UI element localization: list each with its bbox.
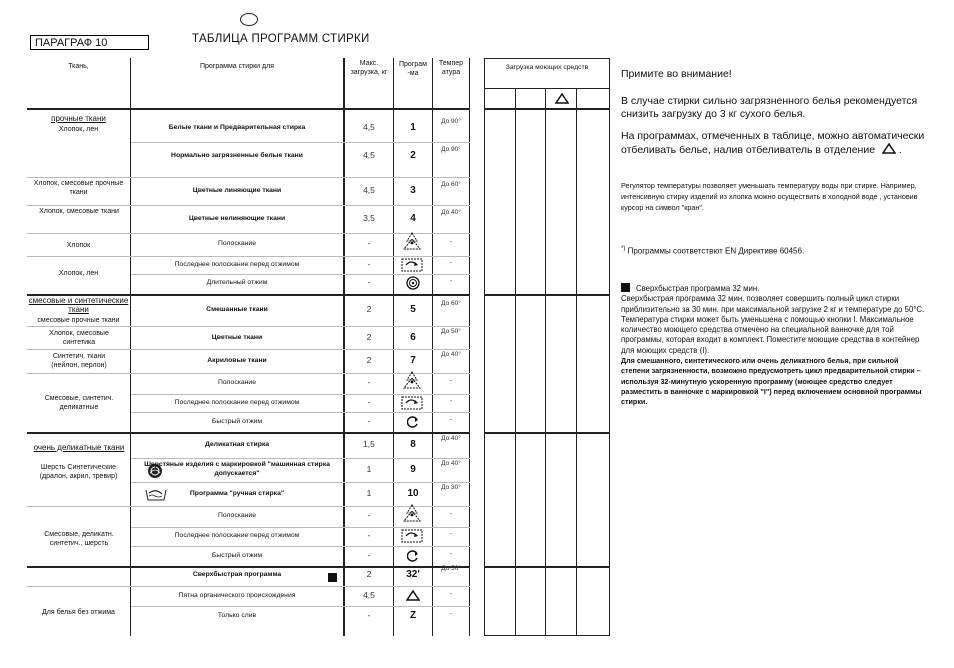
temperature: До 30°	[441, 484, 461, 491]
program-name: Цветные нелиняющие ткани	[188, 215, 286, 222]
max-load: 2	[366, 332, 372, 342]
max-load: 1	[366, 464, 372, 474]
section-synthetic: смесовые и синтетические ткани	[28, 296, 129, 314]
program-number: 9	[410, 464, 416, 475]
program-number: 6	[410, 332, 416, 343]
max-load: -	[367, 550, 371, 560]
fabric-label: Хлопок, смесовые синтетика	[49, 330, 109, 346]
max-load: 3,5	[363, 213, 375, 223]
note-paragraph: В случае стирки сильно загрязненного белья рекомендуется снизить загрузку до 3 кг сухого белья.	[621, 95, 918, 120]
program-name: Пятна органического происхождения	[178, 592, 296, 599]
section-strong: прочные ткани	[51, 114, 106, 123]
temperature: -	[449, 377, 453, 384]
page-title: ТАБЛИЦА ПРОГРАММ СТИРКИ	[192, 33, 370, 45]
section-delicate: очень деликатные ткани	[33, 443, 125, 452]
program-name: Только слив	[217, 612, 257, 619]
program-name: Последнее полоскание перед отжимом	[174, 532, 300, 539]
fabric-label: Смесовые, синтетич. деликатные	[44, 395, 114, 411]
note-bleach	[621, 130, 926, 156]
program-table	[27, 58, 470, 636]
col-header-prog-num: Програм -ма	[399, 61, 427, 77]
fast-spin-icon	[407, 416, 419, 428]
temperature: -	[449, 259, 453, 266]
bleach-triangle-icon	[406, 590, 420, 601]
temperature: До 50°	[441, 328, 461, 335]
max-load: 2	[366, 355, 372, 365]
program-number: 32'	[406, 569, 420, 580]
rinse-icon	[401, 371, 423, 389]
grid-line	[484, 108, 610, 110]
superfast-square-icon	[621, 283, 630, 292]
max-load: -	[367, 530, 371, 540]
temperature: До 90°	[441, 118, 461, 125]
program-name: Акриловые ткани	[207, 357, 267, 364]
grid-border	[484, 58, 610, 59]
temperature: -	[449, 610, 453, 617]
program-number: 2	[410, 150, 416, 161]
last-rinse-icon	[401, 256, 423, 274]
temperature: -	[449, 397, 453, 404]
max-load: -	[367, 277, 371, 287]
last-rinse-icon	[401, 527, 423, 545]
program-name: Полоскание	[218, 512, 256, 519]
temperature: До 40°	[441, 435, 461, 442]
fabric-label: Хлопок, смесовые ткани	[39, 208, 119, 215]
fabric-label: смесовые прочные ткани	[37, 317, 120, 324]
program-number: 7	[410, 355, 416, 366]
col-header-program: Программа стирки для	[199, 63, 274, 70]
long-spin-icon	[406, 276, 420, 290]
program-name: Белые ткани и Предварительная стирка	[168, 124, 306, 131]
note-temperature: Регулятор температуры позволяет уменьшать температуру воды при стирке. Например, интенсивную стирку изделий из хлопка можно осуществить в холодной воде , установив курсор на символ "кран".	[621, 181, 918, 212]
program-number: 4	[410, 213, 416, 224]
temperature: -	[449, 530, 453, 537]
fabric-label: Хлопок	[66, 242, 91, 249]
grid-line	[484, 566, 610, 568]
program-name: Цветные ткани	[211, 334, 263, 341]
fabric-label: Хлопок, лен	[58, 270, 99, 277]
temperature: -	[449, 510, 453, 517]
temperature: До 60°	[441, 300, 461, 307]
temperature: -	[449, 416, 453, 423]
program-number: 3	[410, 185, 416, 196]
program-name: Последнее полоскание перед отжимом	[174, 261, 300, 268]
temperature: -	[449, 238, 453, 245]
temperature: До 50°	[441, 565, 461, 572]
program-name: Деликатная стирка	[204, 441, 270, 448]
fabric-label: Хлопок, лен	[58, 126, 99, 133]
max-load: 4,5	[363, 185, 375, 195]
program-number: Z	[409, 610, 417, 621]
max-load: 2	[366, 304, 372, 314]
max-load: -	[367, 397, 371, 407]
temperature: -	[449, 590, 453, 597]
max-load: 2	[366, 569, 372, 579]
grid-line	[484, 294, 610, 296]
temperature: -	[449, 277, 453, 284]
grid-line	[576, 88, 577, 636]
note-text: Сверхбыстрая программа 32 мин. позволяет совершить полный цикл стирки приблизительно за 30 мин. при максимальной загрузке 2 кг и температуре до 50°С. Температура стирки может быть уменьшена с помощью кнопки I. Максимальное количество моющего средства отмечено на специальной ванночке для той программы, которая входит в комплект. Поместите моющие средства в контейнер для моющих средств (I).	[621, 294, 925, 355]
language-indicator	[240, 13, 258, 26]
program-number: 10	[407, 488, 419, 499]
grid-line	[484, 88, 610, 89]
col-header-detergent: Загрузка моющих средств	[505, 64, 589, 71]
fabric-label: Для белья без отжима	[42, 609, 115, 616]
program-name: Быстрый отжим	[211, 552, 263, 559]
note-superfast	[621, 283, 926, 408]
program-name: Быстрый отжим	[211, 418, 263, 425]
max-load: -	[367, 416, 371, 426]
max-load: 4,5	[363, 590, 375, 600]
bleach-triangle-icon	[882, 143, 896, 154]
temperature: До 40°	[441, 351, 461, 358]
max-load: -	[367, 377, 371, 387]
grid-line	[484, 432, 610, 434]
program-name: Цветные линяющие ткани	[192, 187, 282, 194]
fabric-label: Смесовые, деликатн. синтетич., шерсть	[44, 531, 114, 547]
grid-border	[609, 58, 610, 636]
note-text: Программы соответствют EN Директиве 60456.	[625, 246, 805, 256]
footnote-mark: *)	[621, 246, 626, 252]
program-name: Сверхбыстрая программа	[192, 571, 282, 578]
program-name: Последнее полоскание перед отжимом	[174, 399, 300, 406]
note-text: .	[898, 143, 902, 156]
program-number: 1	[410, 122, 416, 133]
paragraph-label: ПАРАГРАФ 10	[30, 35, 149, 50]
program-name: Длительный отжим	[206, 279, 268, 286]
last-rinse-icon	[401, 394, 423, 412]
bleach-triangle-icon	[555, 93, 569, 104]
note-text-bold: Для смешанного, синтетического или очень деликатного белья, при сильной степени загрязненности, возможно предусмотреть цикл предварительной стирки – используя 32-минутную ускоренную программу (моющее средство следует разместить в ванночке с маркировкой "I") перед включением основной программы стирки.	[621, 356, 922, 407]
col-header-fabric: Ткань,	[68, 63, 89, 70]
detergent-load-grid	[484, 58, 610, 636]
max-load: 4,5	[363, 122, 375, 132]
col-header-temp: Темпер атура	[438, 60, 464, 76]
fabric-label: Хлопок, смесовые прочные ткани	[33, 180, 124, 196]
max-load: -	[367, 610, 371, 620]
rinse-icon	[401, 504, 423, 522]
note-text: На программах, отмеченных в таблице, можно автоматически отбеливать белье, налив отбеливатель в отделение	[621, 130, 925, 156]
program-number: 8	[410, 439, 416, 450]
program-name: Нормально загрязненные белые ткани	[171, 152, 303, 159]
max-load: 4,5	[363, 150, 375, 160]
grid-line	[545, 88, 546, 636]
program-name: Смешанные ткани	[206, 306, 268, 313]
grid-line	[515, 88, 516, 636]
fabric-label: Шерсть Синтетические (дралон, акрил, тревир)	[39, 464, 118, 480]
grid-border	[484, 58, 485, 636]
temperature: До 90°	[441, 146, 461, 153]
max-load: -	[367, 259, 371, 269]
col-header-load: Макс. загрузка, кг	[350, 60, 388, 76]
program-name: Шерстяные изделия с маркировкой "машинная стирка допускается"	[144, 461, 330, 477]
program-number: 5	[410, 304, 416, 315]
temperature: До 40°	[441, 209, 461, 216]
program-name: Полоскание	[218, 240, 256, 247]
temperature: -	[449, 550, 453, 557]
grid-border	[484, 635, 610, 636]
temperature: До 40°	[441, 460, 461, 467]
fast-spin-icon	[407, 550, 419, 562]
max-load: 1	[366, 488, 372, 498]
rinse-icon	[401, 232, 423, 250]
max-load: 1,5	[363, 439, 375, 449]
max-load: -	[367, 238, 371, 248]
note-directive	[621, 246, 804, 256]
program-name: Полоскание	[218, 379, 256, 386]
superfast-title: Сверхбыстрая программа 32 мин.	[636, 284, 760, 293]
fabric-label: Синтетич. ткани (нейлон, перлон)	[51, 353, 107, 369]
attention-heading: Примите во внимание!	[621, 68, 732, 80]
temperature: До 60°	[441, 181, 461, 188]
max-load: -	[367, 510, 371, 520]
program-name: Программа "ручная стирка"	[189, 490, 285, 497]
